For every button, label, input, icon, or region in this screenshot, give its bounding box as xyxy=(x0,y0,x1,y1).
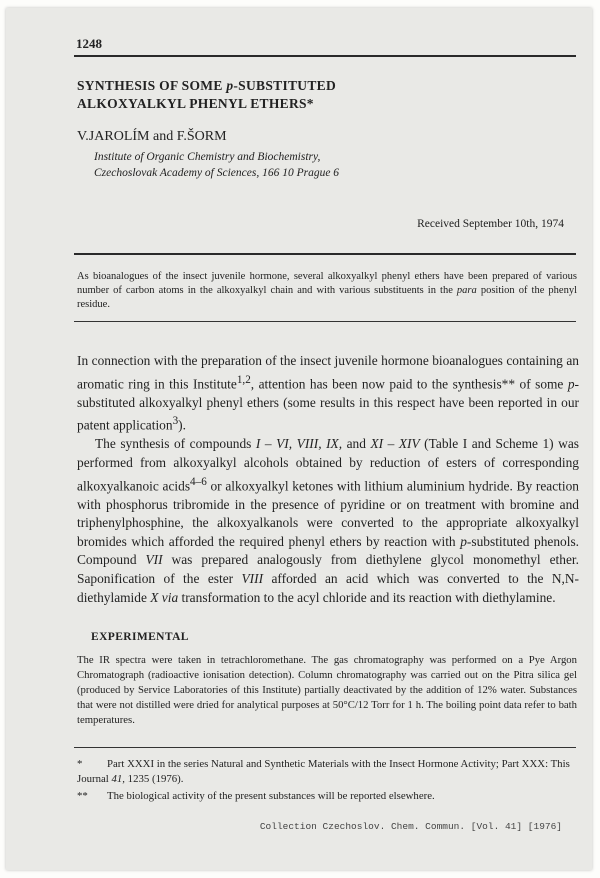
title-line-1-pre: SYNTHESIS OF SOME xyxy=(77,78,227,93)
experimental-text: The IR spectra were taken in tetrachloromethane. The gas chromatography was performed on a Pye Argon Chromatograph (radioactive ionisation detection). Column chromatography was carried out on the Pitra silica gel (produced by Service Laboratories of this Institute) partially deactivated by the addition of 12% water. Substances that were not distilled were dried for analytical purposes at 50°C/12 Torr for 1 h. The boiling point data refer to bath temperatures. xyxy=(77,654,577,726)
footnote-2-mark: ** xyxy=(77,790,88,802)
abstract-top-rule xyxy=(74,253,576,255)
p1-d: ). xyxy=(178,417,186,433)
article-title xyxy=(77,77,336,113)
title-line-1-post: -SUBSTITUTED xyxy=(233,78,337,93)
p2-d: or alkoxyalkyl ketones with lithium aluminium hydride. By reaction with phosphorus tribromide in the presence of pyridine or on treatment with bromine and triphenylphosphine, the alkoxyalkanols were converted to the appropriate alkoxyalkyl bromides which afforded the required phenyl ethers by reaction with xyxy=(77,477,579,549)
p1-b: , attention has been now paid to the synthesis** of some xyxy=(250,376,568,392)
paragraph-2 xyxy=(77,435,579,607)
authors: V.JAROLÍM and F.ŠORM xyxy=(77,129,227,144)
affiliation-line-1: Institute of Organic Chemistry and Biochemistry, xyxy=(94,151,321,163)
abstract-text-b: position of the phenyl residue. xyxy=(77,285,577,310)
p2-compound-x: X via xyxy=(150,589,179,605)
p1-italic: p xyxy=(567,376,575,392)
header-rule xyxy=(74,55,576,57)
paragraph-1 xyxy=(77,352,579,435)
footnote-2-text: The biological activity of the present substances will be reported elsewhere. xyxy=(107,790,435,802)
abstract-text-a: As bioanalogues of the insect juvenile hormone, several alkoxyalkyl phenyl ethers have been prepared of various number of carbon atoms in the alkoxyalkyl chain and with various substituents in the xyxy=(77,271,577,296)
p2-compound-vii: VII xyxy=(145,552,163,568)
footnote-1-text-a: Part XXXI in the series Natural and Synthetic Materials with the Insect Hormone Activity; Part XXX: This Journal xyxy=(77,758,570,785)
p2-compounds-1: I – VI, VIII, IX, xyxy=(255,436,343,452)
footnote-2 xyxy=(77,789,577,804)
journal-page xyxy=(6,8,592,870)
p1-a: In connection with the preparation of the insect juvenile hormone bioanalogues containing an aromatic ring in this Institute xyxy=(77,353,579,392)
p2-g: afforded an acid which was converted to the N,N-diethylamide xyxy=(77,570,579,605)
p2-compounds-2: XI – XIV xyxy=(370,436,420,452)
citation-3: 3 xyxy=(172,415,179,428)
p2-h: transformation to the acyl chloride and its reaction with diethylamine. xyxy=(178,589,556,605)
footnote-1-volume: 41, xyxy=(111,773,125,785)
p2-f: was prepared analogously from diethylene glycol monomethyl ether. Saponification of the ester xyxy=(77,552,579,586)
footnote-1-mark: * xyxy=(77,758,83,770)
p2-b: and xyxy=(342,436,371,452)
p2-a: The synthesis of compounds xyxy=(95,436,256,452)
received-date: Received September 10th, 1974 xyxy=(417,218,564,230)
title-line-2: ALKOXYALKYL PHENYL ETHERS* xyxy=(77,96,314,111)
p1-c: -substituted alkoxyalkyl phenyl ethers (some results in this respect have been reported in our patent application xyxy=(77,376,579,433)
title-line-1-italic: p xyxy=(226,78,234,93)
p2-e: -substituted phenols. Compound xyxy=(77,533,579,568)
footnote-1 xyxy=(77,757,577,787)
abstract-bottom-rule xyxy=(74,321,576,322)
citation-1-2: 1,2 xyxy=(236,373,251,386)
journal-citation: Collection Czechoslov. Chem. Commun. [Vol. 41] [1976] xyxy=(259,821,562,832)
abstract-italic: para xyxy=(456,285,477,296)
section-heading-experimental: EXPERIMENTAL xyxy=(91,631,189,643)
page-number: 1248 xyxy=(76,36,102,51)
title-line-1 xyxy=(77,77,336,95)
citation-4-6: 4–6 xyxy=(190,475,207,488)
affiliation-line-2: Czechoslovak Academy of Sciences, 166 10 Prague 6 xyxy=(94,167,340,179)
p2-italic-p: p xyxy=(460,533,467,549)
abstract xyxy=(77,270,577,312)
body-text xyxy=(77,352,579,607)
affiliation xyxy=(94,149,339,181)
p2-c: (Table I and Scheme 1) was performed from alkoxyalkyl alcohols obtained by reduction of esters of corresponding alkoxyalkanoic acids xyxy=(77,436,579,493)
footnote-1-text-b: 1235 (1976). xyxy=(124,773,184,785)
p2-compound-viii: VIII xyxy=(241,570,264,586)
footnote-rule xyxy=(74,747,576,748)
